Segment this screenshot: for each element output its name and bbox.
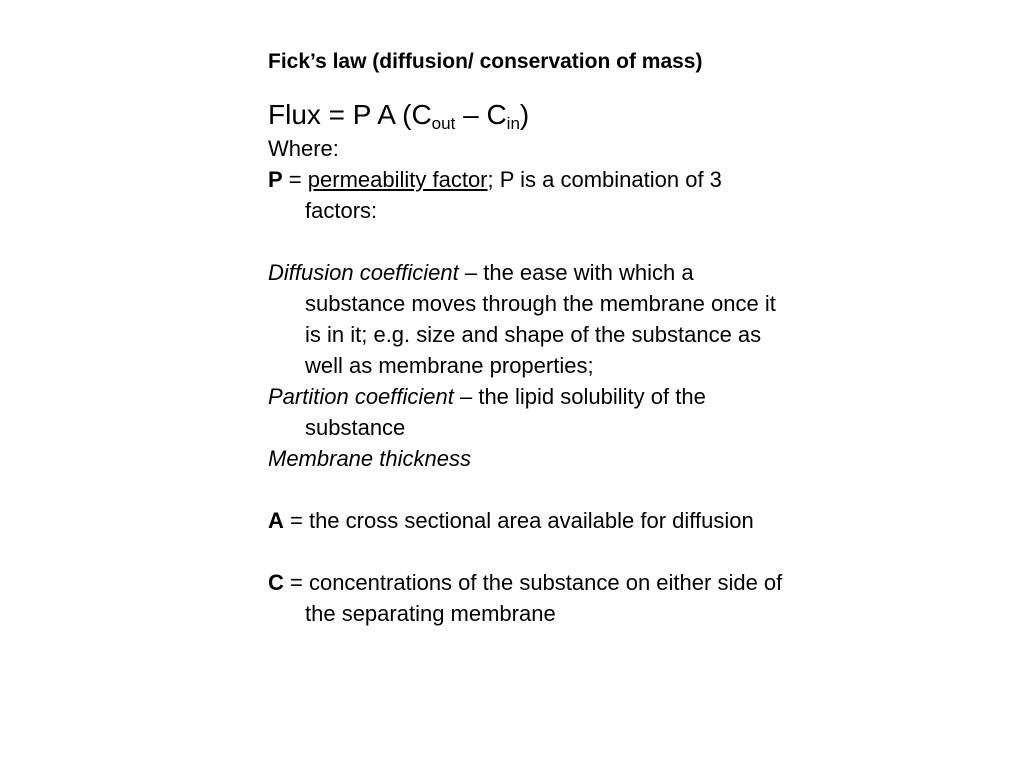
formula-rhs: ) [519,99,530,130]
factor-term: Membrane thickness [268,446,471,471]
formula-mid: – C [455,99,507,130]
p-equals: = [282,167,308,192]
formula-subscript-in: in [506,114,520,133]
a-definition [268,505,788,536]
spacer [268,226,788,257]
permeability-factor-term: permeability factor [307,167,488,192]
factor-description: – the ease with which a substance moves through the membrane once it is in it; e.g. size and shape of the substance as well as membrane properties; [305,260,776,378]
factor-partition-coefficient [268,381,788,443]
factor-term: Partition coefficient [268,384,454,409]
spacer [268,536,788,567]
where-label: Where: [268,136,339,161]
c-description: = concentrations of the substance on either side of the separating membrane [283,570,783,626]
spacer [268,474,788,505]
p-description: ; P is a combination of 3 factors: [305,167,722,223]
c-definition [268,567,788,629]
slide-content [268,46,788,629]
fick-formula [268,97,788,133]
factor-membrane-thickness [268,443,788,474]
slide-title: Fick’s law (diffusion/ conservation of mass) [268,50,703,73]
p-definition [268,164,788,226]
a-description: = the cross sectional area available for diffusion [283,508,754,533]
factor-term: Diffusion coefficient [268,260,459,285]
p-symbol: P [268,167,283,192]
formula-lhs: Flux = P A (C [268,99,432,130]
factor-description: – the lipid solubility of the substance [305,384,706,440]
factor-diffusion-coefficient [268,257,788,381]
formula-subscript-out: out [431,114,456,133]
c-symbol: C [268,570,284,595]
a-symbol: A [268,508,284,533]
